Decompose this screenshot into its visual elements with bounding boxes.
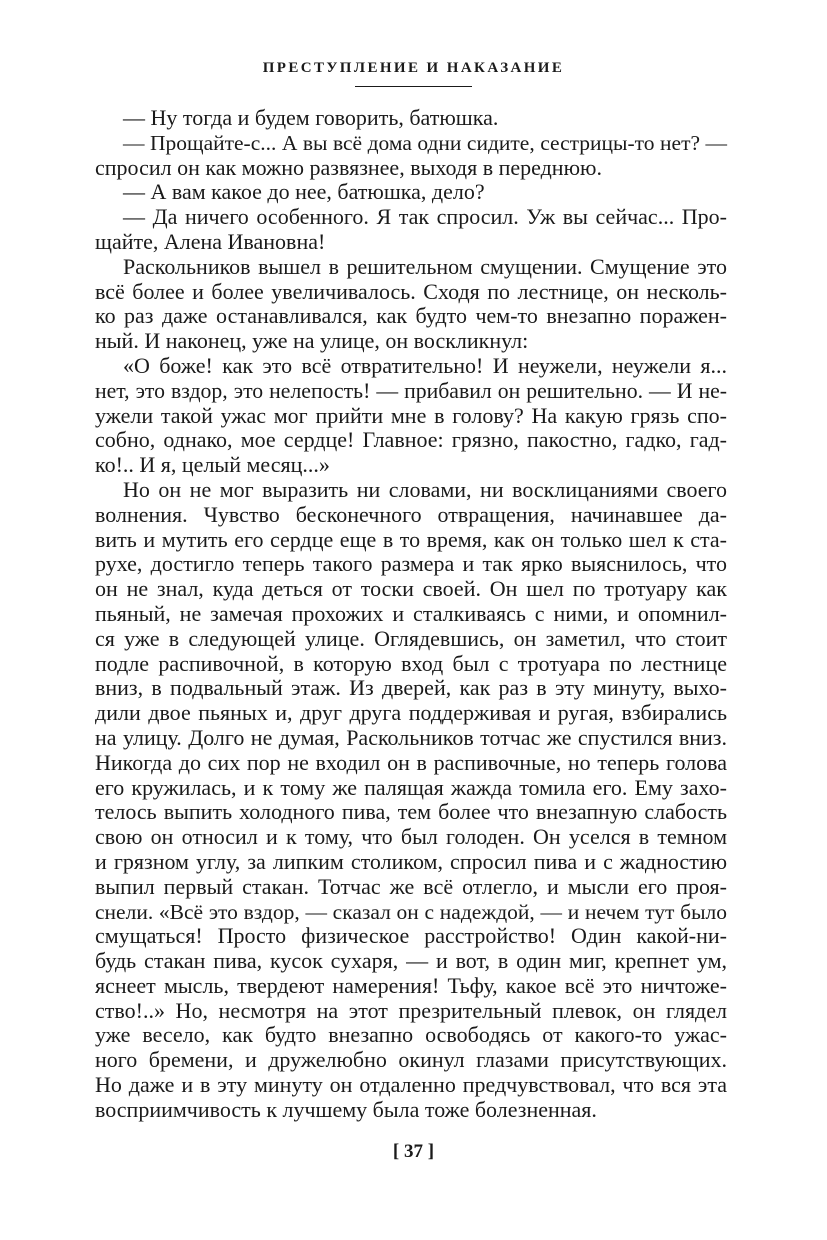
text-line: восприимчивость к лучшему была тоже болезненная. (95, 1096, 597, 1122)
text-line: смущаться! Просто физическое расстройство! Один какой-ни- (95, 923, 727, 949)
text-line: — А вам какое до нее, батюшка, дело? (123, 179, 485, 205)
text-line: собно, однако, мое сердце! Главное: грязно, пакостно, гадко, гад- (95, 427, 727, 453)
text-line: он не знал, куда деться от тоски своей. Он шел по тротуару как (95, 576, 727, 602)
text-line: ся уже в следующей улице. Оглядевшись, он заметил, что стоит (95, 625, 727, 651)
text-line: Раскольников вышел в решительном смущении. Смущение это (123, 253, 727, 279)
text-line: вить и мутить его сердце еще в то время, как он только шел к ста- (95, 526, 727, 552)
text-line: Но даже и в эту минуту он отдаленно предчувствовал, что вся эта (95, 1072, 727, 1098)
text-line: волнения. Чувство бесконечного отвращения, начинавшее да- (95, 501, 727, 527)
text-line: «О боже! как это всё отвратительно! И неужели, неужели я... (123, 352, 727, 378)
text-line: его кружилась, и к тому же палящая жажда томила его. Ему захо- (95, 774, 727, 800)
text-line: — Да ничего особенного. Я так спросил. Уж вы сейчас... Про- (123, 204, 727, 230)
text-line: вниз, в подвальный этаж. Из дверей, как раз в эту минуту, выхо- (95, 675, 727, 701)
text-line: подле распивочной, в которую вход был с тротуара по лестнице (95, 650, 727, 676)
body-text (95, 106, 727, 1123)
text-line: — Прощайте-с... А вы всё дома одни сидите, сестрицы-то нет? — (123, 130, 727, 155)
text-line: дили двое пьяных и, друг друга поддерживая и ругая, взбирались (95, 700, 727, 726)
text-line: будь стакан пива, кусок сухаря, — и вот, в один миг, крепнет ум, (95, 948, 727, 974)
text-line: ного бремени, и дружелюбно окинул глазами присутствующих. (95, 1047, 727, 1073)
text-line: всё более и более увеличивалось. Сходя по лестнице, он несколь- (95, 278, 727, 304)
text-line: ство!..» Но, несмотря на этот презрительный плевок, он глядел (95, 997, 727, 1023)
text-line: ужели такой ужас мог прийти мне в голову? На какую грязь спо- (95, 402, 727, 428)
text-line: спросил он как можно развязнее, выходя в переднюю. (95, 154, 602, 180)
text-line: телось выпить холодного пива, тем более что внезапную слабость (95, 799, 727, 825)
text-line: выпил первый стакан. Тотчас же всё отлегло, и мысли его проя- (95, 873, 727, 899)
text-line: и грязном углу, за липким столиком, спросил пива и с жадностию (95, 848, 727, 874)
text-line: ный. И наконец, уже на улице, он воскликнул: (95, 328, 529, 354)
text-line: ко раз даже останавливался, как будто чем-то внезапно поражен- (95, 303, 727, 329)
text-line: уже весело, как будто внезапно освободясь от какого-то ужас- (95, 1022, 727, 1048)
text-line: щайте, Алена Ивановна! (95, 228, 326, 254)
page-number: [ 37 ] (392, 1141, 435, 1162)
text-line: свою он относил и к тому, что был голоден. Он уселся в темном (95, 824, 727, 850)
text-line: — Ну тогда и будем говорить, батюшка. (123, 105, 499, 130)
text-line: Но он не мог выразить ни словами, ни восклицаниями своего (123, 476, 727, 502)
text-line: пьяный, не замечая прохожих и сталкиваясь с ними, и опомнил- (95, 600, 727, 626)
title-rule (355, 86, 472, 87)
text-line: снели. «Всё это вздор, — сказал он с надеждой, — и нечем тут было (95, 899, 727, 924)
text-line: на улицу. Долго не думая, Раскольников тотчас же спустился вниз. (95, 724, 727, 750)
text-line: ко!.. И я, целый месяц...» (95, 452, 330, 478)
running-title: ПРЕСТУПЛЕНИЕ И НАКАЗАНИЕ (262, 60, 565, 76)
text-line: рухе, достигло теперь такого размера и так ярко выяснилось, что (95, 551, 727, 577)
text-line: Никогда до сих пор не входил он в распивочные, но теперь голова (95, 749, 727, 775)
text-line: нет, это вздор, это нелепость! — прибавил он решительно. — И не- (95, 378, 727, 403)
text-line: яснеет мысль, твердеют намерения! Тьфу, какое всё это ничтоже- (95, 972, 727, 998)
